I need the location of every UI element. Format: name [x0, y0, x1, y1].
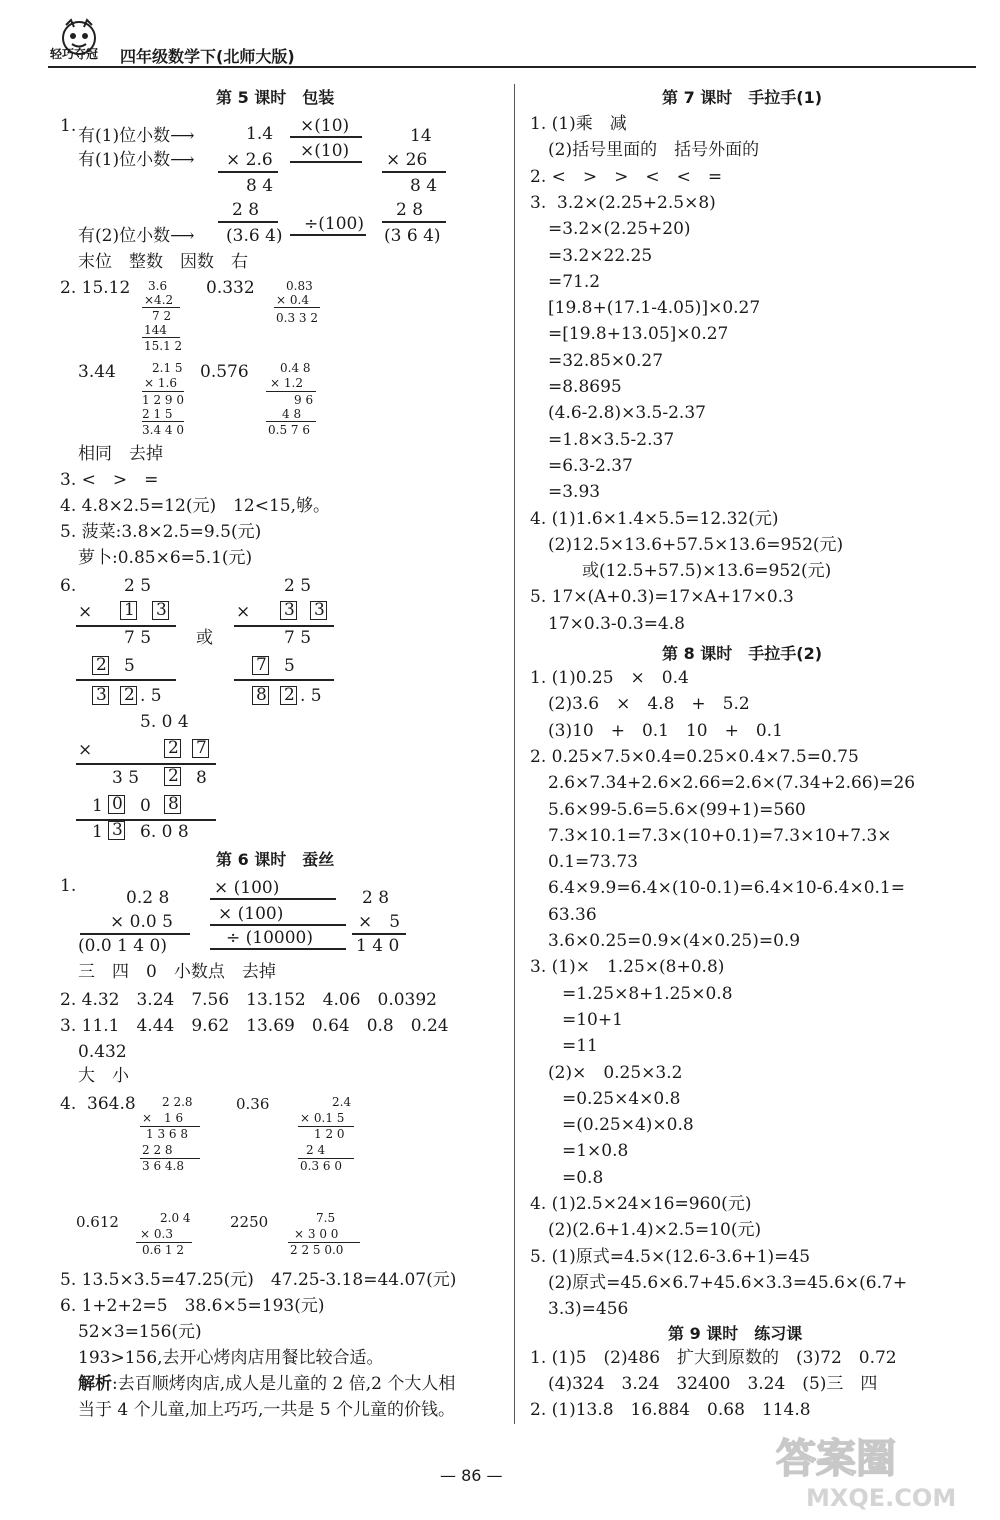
- digit: . 5: [140, 686, 162, 706]
- l7-line: [19.8+(17.1-4.05)]×0.27: [548, 298, 761, 318]
- vcalc: 0.5 7 6: [268, 423, 310, 437]
- l9-line: 2. (1)13.8 16.884 0.68 114.8: [530, 1400, 811, 1420]
- l7-line: =1.8×3.5-2.37: [548, 430, 675, 450]
- vcalc: 3 6 4.8: [142, 1159, 184, 1173]
- vcalc: 144: [144, 323, 167, 337]
- digit: 8: [196, 768, 207, 788]
- vcalc: 7.5: [316, 1211, 336, 1225]
- l6-q5: 5. 13.5×3.5=47.25(元) 47.25-3.18=44.07(元): [60, 1270, 457, 1290]
- l8-line: 63.36: [548, 905, 597, 925]
- l8-line: 3.3)=456: [548, 1299, 629, 1319]
- l5-q2c: 3.44: [78, 362, 116, 382]
- l6-q1-b1: 2 8: [362, 888, 390, 908]
- calc-rule: [234, 679, 334, 681]
- l5-q3: 3. < > =: [60, 470, 159, 490]
- digit-box: 1: [120, 601, 137, 620]
- l5-q1-a4: 2 8: [232, 200, 260, 220]
- arrow-left: [210, 948, 346, 950]
- calc-rule: [80, 933, 190, 935]
- digit-box: 2: [164, 739, 181, 758]
- vcalc: 0.3 6 0: [300, 1159, 342, 1173]
- calc-rule: [218, 171, 278, 173]
- calc-rule: [142, 307, 180, 308]
- l8-line: =1.25×8+1.25×0.8: [562, 984, 733, 1004]
- vcalc: × 1.6: [144, 376, 177, 390]
- l5-q1-label2: 有(1)位小数⟶: [78, 150, 195, 170]
- vcalc: 2 1 5: [142, 407, 173, 421]
- l8-line: 3.6×0.25=0.9×(4×0.25)=0.9: [548, 931, 801, 951]
- l8-line: =11: [562, 1036, 598, 1056]
- l6-q1-a1: 0.2 8: [126, 888, 170, 908]
- l5-q6-number: 6.: [60, 576, 77, 596]
- analysis-label: 解析: [78, 1374, 112, 1394]
- vcalc: × 1.2: [270, 376, 303, 390]
- l5-q1-a1: 1.4: [246, 124, 274, 144]
- calc-rule: [274, 307, 320, 308]
- vcalc: 1 3 6 8: [146, 1127, 188, 1141]
- l7-line: 2. < > > < < =: [530, 167, 723, 187]
- lesson5-title: 第 5 课时 包装: [216, 88, 335, 107]
- l7-line: 3. 3.2×(2.25+2.5×8): [530, 193, 716, 213]
- times: ×: [78, 602, 93, 622]
- digit-box: 2: [280, 686, 297, 705]
- l7-line: (2)12.5×13.6+57.5×13.6=952(元): [548, 535, 844, 555]
- l9-line: 1. (1)5 (2)486 扩大到原数的 (3)72 0.72: [530, 1348, 897, 1368]
- digits: 2 5: [124, 576, 152, 596]
- calc-rule: [142, 337, 180, 338]
- l5-q1-number: 1.: [60, 116, 77, 136]
- arrow-right: [210, 898, 336, 900]
- vcalc: 2.4: [332, 1095, 352, 1109]
- digits: 3 5: [112, 768, 140, 788]
- vcalc: × 0.1 5: [300, 1111, 345, 1125]
- l7-line: =8.8695: [548, 377, 622, 397]
- calc-rule: [266, 391, 316, 392]
- digit-box: 8: [252, 686, 269, 705]
- vcalc: 4 8: [282, 407, 302, 421]
- header-rule: [48, 66, 976, 68]
- l8-line: 7.3×10.1=7.3×(10+0.1)=7.3×10+7.3×: [548, 826, 892, 846]
- calc-rule: [76, 625, 176, 627]
- l8-line: 5. (1)原式=4.5×(12.6-3.6+1)=45: [530, 1247, 811, 1267]
- vcalc: 1 2 9 0: [142, 393, 184, 407]
- l5-q1-b5: (3 6 4): [384, 226, 441, 246]
- l7-line: =71.2: [548, 272, 601, 292]
- l8-line: =1×0.8: [562, 1141, 629, 1161]
- vcalc: × 0.4: [276, 293, 309, 307]
- l5-q1-op1: ×(10): [300, 116, 350, 136]
- vcalc: × 0.3: [140, 1227, 173, 1241]
- arrow-right: [290, 136, 362, 138]
- l8-line: 2.6×7.34+2.6×2.66=2.6×(7.34+2.66)=26: [548, 773, 916, 793]
- digit-box: 7: [252, 656, 269, 675]
- l8-line: 4. (1)2.5×24×16=960(元): [530, 1194, 752, 1214]
- vcalc: ×4.2: [144, 293, 174, 307]
- l8-line: =0.8: [562, 1168, 604, 1188]
- l5-q1-a5: (3.6 4): [226, 226, 283, 246]
- page-number: — 86 —: [440, 1466, 503, 1485]
- digits: 7 5: [284, 628, 312, 648]
- calc-rule: [76, 819, 216, 821]
- l8-line: (2)原式=45.6×6.7+45.6×3.3=45.6×(6.7+: [548, 1273, 908, 1293]
- digits: 5. 0 4: [140, 712, 189, 732]
- l6-q6b: 52×3=156(元): [78, 1322, 202, 1342]
- page-header-title: 四年级数学下(北师大版): [120, 47, 295, 66]
- vcalc: 3.4 4 0: [142, 423, 184, 437]
- l7-line: 17×0.3-0.3=4.8: [548, 614, 685, 634]
- l8-line: 5.6×99-5.6=5.6×(99+1)=560: [548, 800, 806, 820]
- calc-rule: [382, 171, 446, 173]
- l7-line: =3.2×22.25: [548, 246, 653, 266]
- digit-box: 3: [108, 821, 125, 840]
- times: ×: [236, 602, 251, 622]
- l5-q1-label1: 有(1)位小数⟶: [78, 126, 195, 146]
- watermark-line2: MXQE.COM: [806, 1484, 957, 1512]
- l6-q4c: 0.612: [76, 1213, 119, 1231]
- l6-big-small: 大 小: [78, 1066, 129, 1086]
- l6-q2: 2. 4.32 3.24 7.56 13.152 4.06 0.0392: [60, 990, 437, 1010]
- l5-q1-label3: 有(2)位小数⟶: [78, 226, 195, 246]
- arrow-right: [290, 161, 362, 163]
- l7-line: 5. 17×(A+0.3)=17×A+17×0.3: [530, 587, 794, 607]
- l5-q1-op3: ÷(100): [304, 214, 364, 234]
- vcalc: × 1 6: [142, 1111, 184, 1125]
- l6-q4d: 2250: [230, 1213, 269, 1231]
- digits: 7 5: [124, 628, 152, 648]
- l8-line: (2)(2.6+1.4)×2.5=10(元): [548, 1220, 762, 1240]
- calc-rule: [76, 763, 216, 765]
- l5-q1-a2: × 2.6: [226, 150, 273, 170]
- vcalc: 2.1 5: [152, 361, 183, 375]
- l9-line: (4)324 3.24 32400 3.24 (5)三 四: [548, 1374, 878, 1394]
- digit: 5: [284, 656, 295, 676]
- vcalc: 7 2: [152, 309, 172, 323]
- vcalc: 0.3 3 2: [276, 311, 318, 325]
- vcalc: × 3 0 0: [294, 1227, 339, 1241]
- calc-rule: [352, 933, 406, 935]
- digit: 0: [140, 796, 151, 816]
- l5-q5a: 5. 菠菜:3.8×2.5=9.5(元): [60, 522, 262, 542]
- l5-q4: 4. 4.8×2.5=12(元) 12<15,够。: [60, 496, 330, 516]
- lesson6-title: 第 6 课时 蚕丝: [216, 850, 335, 869]
- l6-fill: 三 四 0 小数点 去掉: [78, 962, 276, 982]
- l6-q1-op1: × (100): [214, 878, 280, 898]
- arrow-right: [210, 924, 346, 926]
- lesson9-title: 第 9 课时 练习课: [668, 1324, 803, 1343]
- vcalc: 0.83: [286, 279, 313, 293]
- l7-line: =3.2×(2.25+20): [548, 219, 691, 239]
- logo-text: 轻巧夺冠: [50, 47, 99, 61]
- l7-line: =6.3-2.37: [548, 456, 633, 476]
- vcalc: 1 2 0: [314, 1127, 345, 1141]
- l5-q1-b4: 2 8: [396, 200, 424, 220]
- l8-line: 2. 0.25×7.5×0.4=0.25×0.4×7.5=0.75: [530, 747, 859, 767]
- vcalc: 0.6 1 2: [142, 1243, 184, 1257]
- l8-line: =(0.25×4)×0.8: [562, 1115, 694, 1135]
- lesson7-title: 第 7 课时 手拉手(1): [662, 88, 823, 107]
- l7-line: =32.85×0.27: [548, 351, 664, 371]
- l7-line: 或(12.5+57.5)×13.6=952(元): [582, 561, 832, 581]
- calc-rule: [142, 391, 184, 392]
- digit: 1: [92, 796, 103, 816]
- l6-analysis: 解析:去百顺烤肉店,成人是儿童的 2 倍,2 个大人相: [78, 1374, 456, 1394]
- digit-box: 2: [120, 686, 137, 705]
- l6-q3b: 0.432: [78, 1042, 127, 1062]
- vcalc: 2 4: [306, 1143, 326, 1157]
- l5-q2b: 0.332: [206, 278, 255, 298]
- calc-rule: [76, 679, 176, 681]
- l5-fill-blanks: 末位 整数 因数 右: [78, 252, 248, 272]
- or-word: 或: [196, 628, 213, 648]
- l8-line: =10+1: [562, 1010, 623, 1030]
- digit-box: 2: [92, 656, 109, 675]
- l5-q1-b2: × 26: [386, 150, 428, 170]
- l6-analysis-2: 当于 4 个儿童,加上巧巧,一共是 5 个儿童的价钱。: [78, 1400, 456, 1420]
- l8-line: 0.1=73.73: [548, 852, 638, 872]
- l7-line: (2)括号里面的 括号外面的: [548, 140, 760, 160]
- vcalc: 3.6: [148, 279, 168, 293]
- l8-line: =0.25×4×0.8: [562, 1089, 681, 1109]
- l5-q2d: 0.576: [200, 362, 249, 382]
- digits: 6. 0 8: [140, 822, 189, 842]
- watermark-line1: 答案圈: [776, 1436, 896, 1482]
- l8-line: 3. (1)× 1.25×(8+0.8): [530, 957, 725, 977]
- l6-q1-a2: × 0.0 5: [110, 912, 173, 932]
- l6-q1-b2: × 5: [358, 912, 401, 932]
- l8-line: (3)10 + 0.1 10 + 0.1: [548, 721, 783, 741]
- l8-line: 1. (1)0.25 × 0.4: [530, 668, 689, 688]
- l6-q1-op2: × (100): [218, 904, 284, 924]
- l6-q6c: 193>156,去开心烤肉店用餐比较合适。: [78, 1348, 384, 1368]
- vcalc: 2 2.8: [162, 1095, 193, 1109]
- digit-box: 3: [280, 601, 297, 620]
- digits: 2 5: [284, 576, 312, 596]
- calc-rule: [382, 221, 446, 223]
- l5-q1-op2: ×(10): [300, 141, 350, 161]
- l5-q2a: 2. 15.12: [60, 278, 131, 298]
- digit-box: 3: [92, 686, 109, 705]
- vcalc: 15.1 2: [144, 339, 183, 353]
- l6-q6: 6. 1+2+2=5 38.6×5=193(元): [60, 1296, 325, 1316]
- l5-q1-a3: 8 4: [246, 176, 274, 196]
- vcalc: 2 2 5 0.0: [290, 1243, 344, 1257]
- l6-q4b: 0.36: [236, 1095, 270, 1113]
- digit-box: 3: [310, 601, 327, 620]
- lesson8-title: 第 8 课时 手拉手(2): [662, 644, 823, 663]
- l8-line: 6.4×9.9=6.4×(10-0.1)=6.4×10-6.4×0.1=: [548, 878, 905, 898]
- l6-q3: 3. 11.1 4.44 9.62 13.69 0.64 0.8 0.24: [60, 1016, 449, 1036]
- calc-rule: [142, 421, 184, 422]
- times: ×: [78, 740, 93, 760]
- l7-line: 4. (1)1.6×1.4×5.5=12.32(元): [530, 509, 779, 529]
- l8-line: (2)× 0.25×3.2: [548, 1063, 683, 1083]
- l5-q5b: 萝卜:0.85×6=5.1(元): [78, 548, 253, 568]
- l6-q1-op3: ÷ (10000): [226, 928, 313, 948]
- vcalc: 0.4 8: [280, 361, 311, 375]
- calc-rule: [266, 421, 316, 422]
- vcalc: 9 6: [294, 393, 314, 407]
- digit-box: 7: [192, 739, 209, 758]
- l7-line: 1. (1)乘 减: [530, 114, 627, 134]
- l7-line: =3.93: [548, 482, 601, 502]
- column-divider: [514, 84, 515, 1424]
- digit-box: 3: [152, 601, 169, 620]
- digit-box: 2: [164, 767, 181, 786]
- l5-q1-b1: 14: [410, 126, 432, 146]
- calc-rule: [234, 625, 334, 627]
- l6-q4a: 4. 364.8: [60, 1094, 136, 1114]
- l6-q1-a3: (0.0 1 4 0): [78, 936, 167, 956]
- l7-line: =[19.8+13.05]×0.27: [548, 324, 729, 344]
- digit-box: 8: [164, 795, 181, 814]
- l5-same: 相同 去掉: [78, 444, 163, 464]
- digit: 1: [92, 822, 103, 842]
- l5-q1-b3: 8 4: [410, 176, 438, 196]
- digit-box: 0: [108, 795, 125, 814]
- l8-line: (2)3.6 × 4.8 + 5.2: [548, 694, 750, 714]
- calc-rule: [218, 221, 278, 223]
- digit: . 5: [300, 686, 322, 706]
- watermark-logo: [766, 1428, 986, 1514]
- arrow-left: [290, 234, 366, 236]
- l7-line: (4.6-2.8)×3.5-2.37: [548, 403, 706, 423]
- l6-q1-b3: 1 4 0: [356, 936, 400, 956]
- vcalc: 2.0 4: [160, 1211, 191, 1225]
- digit: 5: [124, 656, 135, 676]
- l6-q1-number: 1.: [60, 876, 77, 896]
- vcalc: 2 2 8: [142, 1143, 173, 1157]
